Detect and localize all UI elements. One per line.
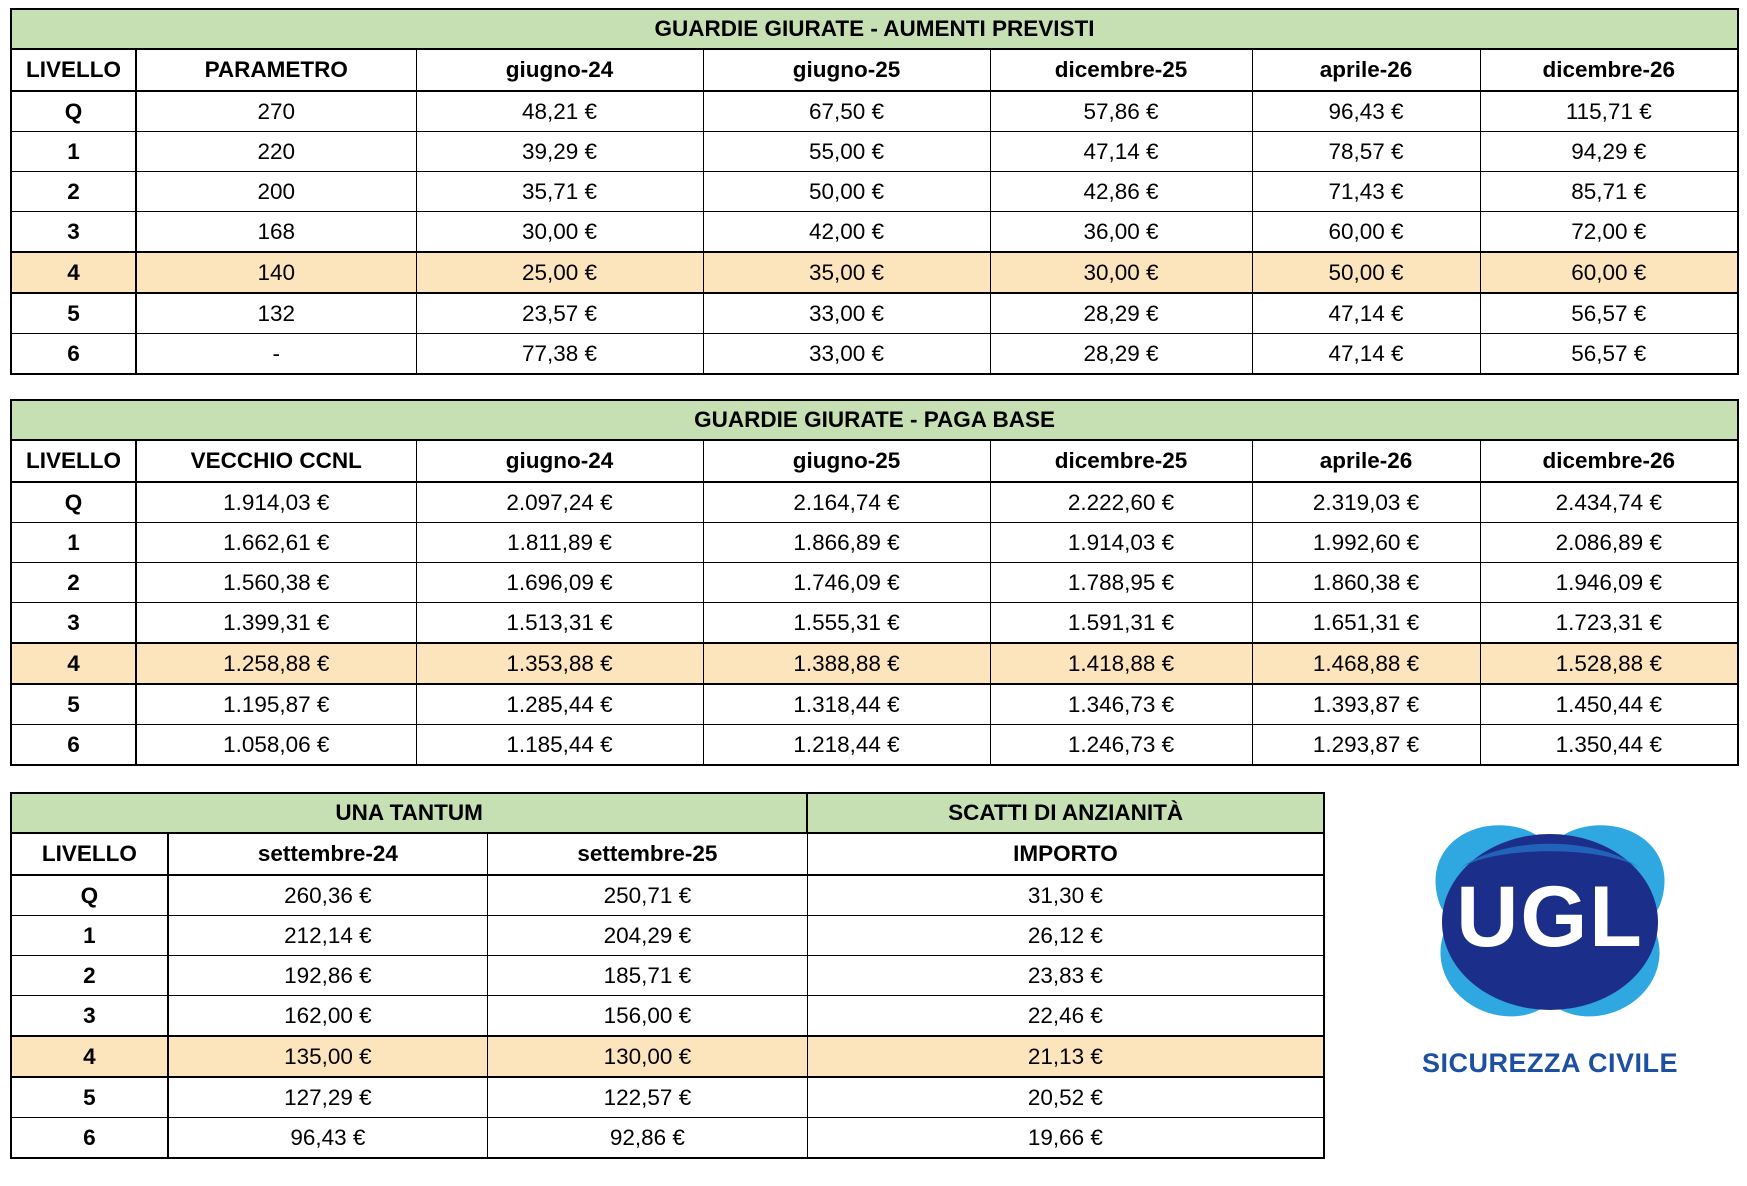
cell-value: 1.591,31 € — [990, 603, 1252, 644]
cell-value: 92,86 € — [488, 1118, 808, 1159]
column-header-settembre-25: settembre-25 — [488, 833, 808, 875]
cell-value: 1.393,87 € — [1252, 684, 1480, 725]
column-header-parametro: PARAMETRO — [136, 49, 416, 91]
logo-graphic — [1400, 810, 1700, 1078]
cell-value: 192,86 € — [168, 956, 488, 996]
cell-value: 1.914,03 € — [136, 482, 416, 523]
cell-value: 270 — [136, 91, 416, 132]
cell-value: 35,00 € — [703, 252, 990, 293]
cell-value: 140 — [136, 252, 416, 293]
cell-livello: Q — [11, 91, 136, 132]
cell-value: 19,66 € — [807, 1118, 1324, 1159]
table-title-row — [11, 793, 1324, 833]
cell-value: 200 — [136, 172, 416, 212]
table-row — [11, 212, 1738, 253]
cell-value: 1.195,87 € — [136, 684, 416, 725]
cell-livello: 1 — [11, 523, 136, 563]
table-title: GUARDIE GIURATE - AUMENTI PREVISTI — [11, 9, 1738, 49]
cell-value: 50,00 € — [1252, 252, 1480, 293]
cell-value: 55,00 € — [703, 132, 990, 172]
cell-livello: 1 — [11, 916, 168, 956]
cell-value: 20,52 € — [807, 1077, 1324, 1118]
cell-value: 72,00 € — [1480, 212, 1738, 253]
table-row-highlighted — [11, 252, 1738, 293]
cell-value: 96,43 € — [1252, 91, 1480, 132]
cell-value: 28,29 € — [990, 334, 1252, 375]
column-header-giugno-24: giugno-24 — [416, 440, 703, 482]
cell-value: 204,29 € — [488, 916, 808, 956]
cell-value: 1.528,88 € — [1480, 643, 1738, 684]
cell-value: 1.555,31 € — [703, 603, 990, 644]
cell-value: 127,29 € — [168, 1077, 488, 1118]
column-header-dicembre-25: dicembre-25 — [990, 440, 1252, 482]
table-row — [11, 1118, 1324, 1159]
cell-livello: 3 — [11, 603, 136, 644]
cell-livello: 6 — [11, 1118, 168, 1159]
table-title-scatti: SCATTI DI ANZIANITÀ — [807, 793, 1324, 833]
cell-value: 30,00 € — [990, 252, 1252, 293]
cell-value: 1.285,44 € — [416, 684, 703, 725]
cell-livello: 3 — [11, 996, 168, 1037]
cell-value: 1.418,88 € — [990, 643, 1252, 684]
cell-value: 2.222,60 € — [990, 482, 1252, 523]
cell-value: 1.258,88 € — [136, 643, 416, 684]
cell-value: 57,86 € — [990, 91, 1252, 132]
cell-value: 47,14 € — [1252, 334, 1480, 375]
cell-value: 1.388,88 € — [703, 643, 990, 684]
table-row — [11, 132, 1738, 172]
cell-value: 1.350,44 € — [1480, 725, 1738, 766]
cell-value: 1.218,44 € — [703, 725, 990, 766]
cell-value: 42,86 € — [990, 172, 1252, 212]
column-header-giugno-24: giugno-24 — [416, 49, 703, 91]
column-header-giugno-25: giugno-25 — [703, 49, 990, 91]
column-header-livello: LIVELLO — [11, 440, 136, 482]
table-row — [11, 1077, 1324, 1118]
cell-value: 36,00 € — [990, 212, 1252, 253]
cell-value: 156,00 € — [488, 996, 808, 1037]
cell-value: 220 — [136, 132, 416, 172]
cell-value: 115,71 € — [1480, 91, 1738, 132]
table-header-row — [11, 833, 1324, 875]
cell-livello: 4 — [11, 643, 136, 684]
cell-value: 162,00 € — [168, 996, 488, 1037]
cell-value: 1.346,73 € — [990, 684, 1252, 725]
cell-livello: 6 — [11, 334, 136, 375]
cell-value: 2.097,24 € — [416, 482, 703, 523]
table-title-una-tantum: UNA TANTUM — [11, 793, 807, 833]
cell-value: 22,46 € — [807, 996, 1324, 1037]
cell-value: 135,00 € — [168, 1036, 488, 1077]
column-header-giugno-25: giugno-25 — [703, 440, 990, 482]
cell-value: 132 — [136, 293, 416, 334]
cell-value: 30,00 € — [416, 212, 703, 253]
cell-value: 168 — [136, 212, 416, 253]
table-row-highlighted — [11, 1036, 1324, 1077]
table-row — [11, 172, 1738, 212]
cell-value: 23,57 € — [416, 293, 703, 334]
table-row — [11, 91, 1738, 132]
table-aumenti-previsti — [10, 8, 1739, 375]
cell-value: - — [136, 334, 416, 375]
cell-value: 1.992,60 € — [1252, 523, 1480, 563]
logo-caption: SICUREZZA CIVILE — [1421, 1048, 1678, 1078]
table-paga-base — [10, 399, 1739, 766]
cell-value: 1.662,61 € — [136, 523, 416, 563]
cell-value: 1.946,09 € — [1480, 563, 1738, 603]
cell-value: 47,14 € — [1252, 293, 1480, 334]
cell-value: 1.185,44 € — [416, 725, 703, 766]
cell-value: 71,43 € — [1252, 172, 1480, 212]
logo-letters: UGL — [1456, 869, 1644, 965]
cell-value: 1.353,88 € — [416, 643, 703, 684]
cell-value: 1.788,95 € — [990, 563, 1252, 603]
cell-value: 67,50 € — [703, 91, 990, 132]
table-spacer — [10, 375, 1737, 399]
cell-value: 56,57 € — [1480, 334, 1738, 375]
cell-value: 23,83 € — [807, 956, 1324, 996]
table-row — [11, 725, 1738, 766]
table-header-row — [11, 440, 1738, 482]
cell-value: 42,00 € — [703, 212, 990, 253]
cell-value: 60,00 € — [1480, 252, 1738, 293]
table-row — [11, 996, 1324, 1037]
cell-value: 25,00 € — [416, 252, 703, 293]
column-header-importo: IMPORTO — [807, 833, 1324, 875]
cell-value: 1.914,03 € — [990, 523, 1252, 563]
cell-value: 1.293,87 € — [1252, 725, 1480, 766]
table-header-row — [11, 49, 1738, 91]
table-row — [11, 482, 1738, 523]
cell-livello: Q — [11, 875, 168, 916]
cell-value: 56,57 € — [1480, 293, 1738, 334]
column-header-dicembre-26: dicembre-26 — [1480, 49, 1738, 91]
cell-value: 2.434,74 € — [1480, 482, 1738, 523]
cell-value: 94,29 € — [1480, 132, 1738, 172]
column-header-aprile-26: aprile-26 — [1252, 440, 1480, 482]
table-una-tantum-scatti — [10, 792, 1325, 1159]
cell-livello: 5 — [11, 1077, 168, 1118]
cell-value: 35,71 € — [416, 172, 703, 212]
cell-value: 48,21 € — [416, 91, 703, 132]
table-title-row — [11, 9, 1738, 49]
cell-value: 1.811,89 € — [416, 523, 703, 563]
cell-value: 1.866,89 € — [703, 523, 990, 563]
cell-value: 2.086,89 € — [1480, 523, 1738, 563]
cell-value: 1.399,31 € — [136, 603, 416, 644]
cell-livello: 6 — [11, 725, 136, 766]
column-header-dicembre-25: dicembre-25 — [990, 49, 1252, 91]
table-row — [11, 916, 1324, 956]
cell-value: 1.513,31 € — [416, 603, 703, 644]
cell-livello: 5 — [11, 684, 136, 725]
table-row-highlighted — [11, 643, 1738, 684]
cell-value: 2.164,74 € — [703, 482, 990, 523]
cell-value: 130,00 € — [488, 1036, 808, 1077]
table-row — [11, 334, 1738, 375]
cell-livello: 2 — [11, 563, 136, 603]
cell-value: 33,00 € — [703, 334, 990, 375]
cell-value: 39,29 € — [416, 132, 703, 172]
column-header-settembre-24: settembre-24 — [168, 833, 488, 875]
column-header-livello: LIVELLO — [11, 49, 136, 91]
cell-value: 26,12 € — [807, 916, 1324, 956]
table-spacer — [10, 766, 1737, 792]
cell-livello: 4 — [11, 1036, 168, 1077]
table-row — [11, 956, 1324, 996]
table-row — [11, 684, 1738, 725]
ugl-logo — [1400, 810, 1720, 1110]
column-header-dicembre-26: dicembre-26 — [1480, 440, 1738, 482]
cell-livello: 1 — [11, 132, 136, 172]
cell-value: 1.560,38 € — [136, 563, 416, 603]
cell-value: 31,30 € — [807, 875, 1324, 916]
table-row — [11, 603, 1738, 644]
cell-livello: 4 — [11, 252, 136, 293]
cell-value: 60,00 € — [1252, 212, 1480, 253]
cell-value: 77,38 € — [416, 334, 703, 375]
cell-value: 212,14 € — [168, 916, 488, 956]
table-row — [11, 293, 1738, 334]
column-header-aprile-26: aprile-26 — [1252, 49, 1480, 91]
cell-value: 1.696,09 € — [416, 563, 703, 603]
cell-livello: Q — [11, 482, 136, 523]
cell-value: 1.058,06 € — [136, 725, 416, 766]
table-row — [11, 875, 1324, 916]
cell-value: 1.318,44 € — [703, 684, 990, 725]
cell-value: 33,00 € — [703, 293, 990, 334]
cell-value: 1.246,73 € — [990, 725, 1252, 766]
cell-value: 1.450,44 € — [1480, 684, 1738, 725]
cell-value: 1.746,09 € — [703, 563, 990, 603]
cell-livello: 5 — [11, 293, 136, 334]
cell-livello: 2 — [11, 956, 168, 996]
cell-value: 50,00 € — [703, 172, 990, 212]
cell-value: 1.468,88 € — [1252, 643, 1480, 684]
cell-value: 260,36 € — [168, 875, 488, 916]
table-row — [11, 523, 1738, 563]
cell-value: 28,29 € — [990, 293, 1252, 334]
cell-value: 21,13 € — [807, 1036, 1324, 1077]
column-header-vecchio-ccnl: VECCHIO CCNL — [136, 440, 416, 482]
table-row — [11, 563, 1738, 603]
table-title: GUARDIE GIURATE - PAGA BASE — [11, 400, 1738, 440]
cell-value: 47,14 € — [990, 132, 1252, 172]
cell-value: 78,57 € — [1252, 132, 1480, 172]
cell-value: 96,43 € — [168, 1118, 488, 1159]
cell-value: 122,57 € — [488, 1077, 808, 1118]
cell-value: 2.319,03 € — [1252, 482, 1480, 523]
cell-livello: 2 — [11, 172, 136, 212]
column-header-livello: LIVELLO — [11, 833, 168, 875]
cell-value: 85,71 € — [1480, 172, 1738, 212]
cell-value: 1.860,38 € — [1252, 563, 1480, 603]
cell-livello: 3 — [11, 212, 136, 253]
cell-value: 185,71 € — [488, 956, 808, 996]
cell-value: 1.651,31 € — [1252, 603, 1480, 644]
cell-value: 1.723,31 € — [1480, 603, 1738, 644]
cell-value: 250,71 € — [488, 875, 808, 916]
table-title-row — [11, 400, 1738, 440]
